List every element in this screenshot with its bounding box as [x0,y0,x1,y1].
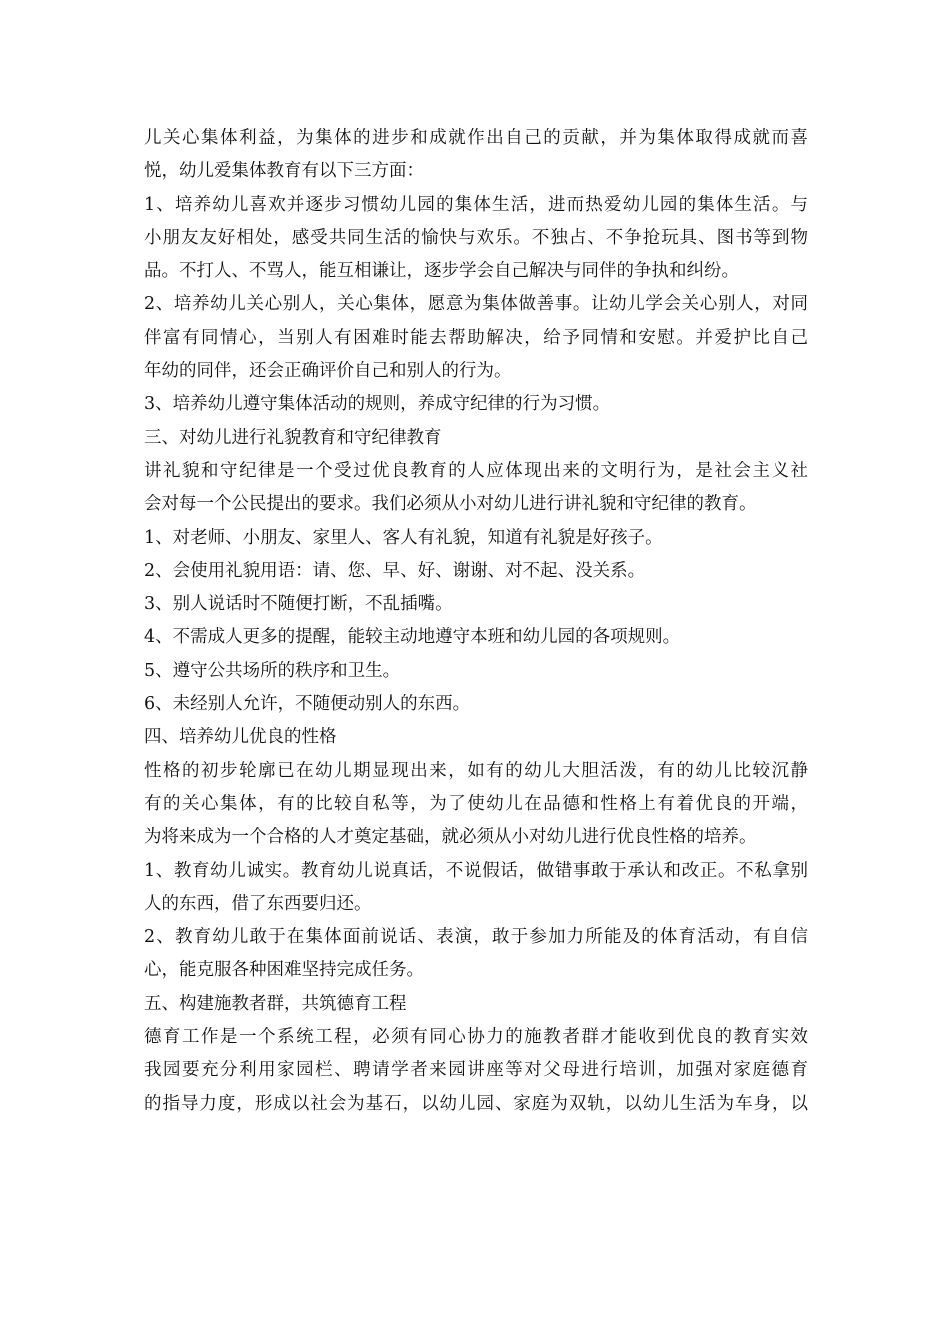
list-item-line: 1、教育幼儿诚实。教育幼儿说真话，不说假话，做错事敢于承认和改正。不私拿别 [144,860,808,881]
list-item-line: 2、教育幼儿敢于在集体面前说话、表演，敢于参加力所能及的体育活动，有自信 [144,927,808,948]
list-item-line: 3、培养幼儿遵守集体活动的规则，养成守纪律的行为习惯。 [144,394,611,415]
paragraph-line: 有的关心集体，有的比较自私等，为了使幼儿在品德和性格上有着优良的开端， [144,793,808,814]
paragraph-line: 为将来成为一个合格的人才奠定基础，就必须从小对幼儿进行优良性格的培养。 [144,827,757,848]
list-item-line: 1、培养幼儿喜欢并逐步习惯幼儿园的集体生活，进而热爱幼儿园的集体生活。与 [144,194,808,215]
section-heading: 五、构建施教者群，共筑德育工程 [144,993,407,1014]
list-item-line: 4、不需成人更多的提醒，能较主动地遵守本班和幼儿园的各项规则。 [144,627,681,648]
paragraph-line: 的指导力度，形成以社会为基石，以幼儿园、家庭为双轨，以幼儿生活为车身，以 [144,1093,808,1114]
list-item-line: 年幼的同伴，还会正确评价自己和别人的行为。 [144,361,512,382]
paragraph-line: 儿关心集体利益，为集体的进步和成就作出自己的贡献，并为集体取得成就而喜 [144,128,808,148]
list-item-line: 心，能克服各种困难坚持完成任务。 [144,960,424,981]
list-item-line: 5、遵守公共场所的秩序和卫生。 [144,660,401,681]
list-item-line: 品。不打人、不骂人，能互相谦让，逐步学会自己解决与同伴的争执和纠纷。 [144,261,739,282]
section-heading: 四、培养幼儿优良的性格 [144,727,337,748]
list-item-line: 6、未经别人允许，不随便动别人的东西。 [144,694,471,715]
paragraph-line: 我园要充分利用家园栏、聘请学者来园讲座等对父母进行培训，加强对家庭德育 [144,1060,808,1081]
paragraph-line: 悦，幼儿爱集体教育有以下三方面： [144,161,424,182]
list-item-line: 2、培养幼儿关心别人，关心集体，愿意为集体做善事。让幼儿学会关心别人，对同 [144,294,808,315]
paragraph-line: 会对每一个公民提出的要求。我们必须从小对幼儿进行讲礼貌和守纪律的教育。 [144,494,757,515]
document-body [144,122,808,1121]
list-item-line: 3、别人说话时不随便打断，不乱插嘴。 [144,594,453,615]
paragraph-line: 德育工作是一个系统工程，必须有同心协力的施教者群才能收到优良的教育实效 [144,1027,808,1048]
paragraph-line: 讲礼貌和守纪律是一个受过优良教育的人应体现出来的文明行为，是社会主义社 [144,460,808,481]
list-item-line: 人的东西，借了东西要归还。 [144,893,372,914]
list-item-line: 2、会使用礼貌用语：请、您、早、好、谢谢、对不起、没关系。 [144,560,646,581]
paragraph-line: 性格的初步轮廓已在幼儿期显现出来，如有的幼儿大胆活泼，有的幼儿比较沉静 [144,760,808,781]
list-item-line: 伴富有同情心，当别人有困难时能去帮助解决，给予同情和安慰。并爱护比自己 [144,327,808,348]
section-heading: 三、对幼儿进行礼貌教育和守纪律教育 [144,427,442,448]
list-item-line: 小朋友友好相处，感受共同生活的愉快与欢乐。不独占、不争抢玩具、图书等到物 [144,227,808,248]
list-item-line: 1、对老师、小朋友、家里人、客人有礼貌，知道有礼貌是好孩子。 [144,527,663,548]
